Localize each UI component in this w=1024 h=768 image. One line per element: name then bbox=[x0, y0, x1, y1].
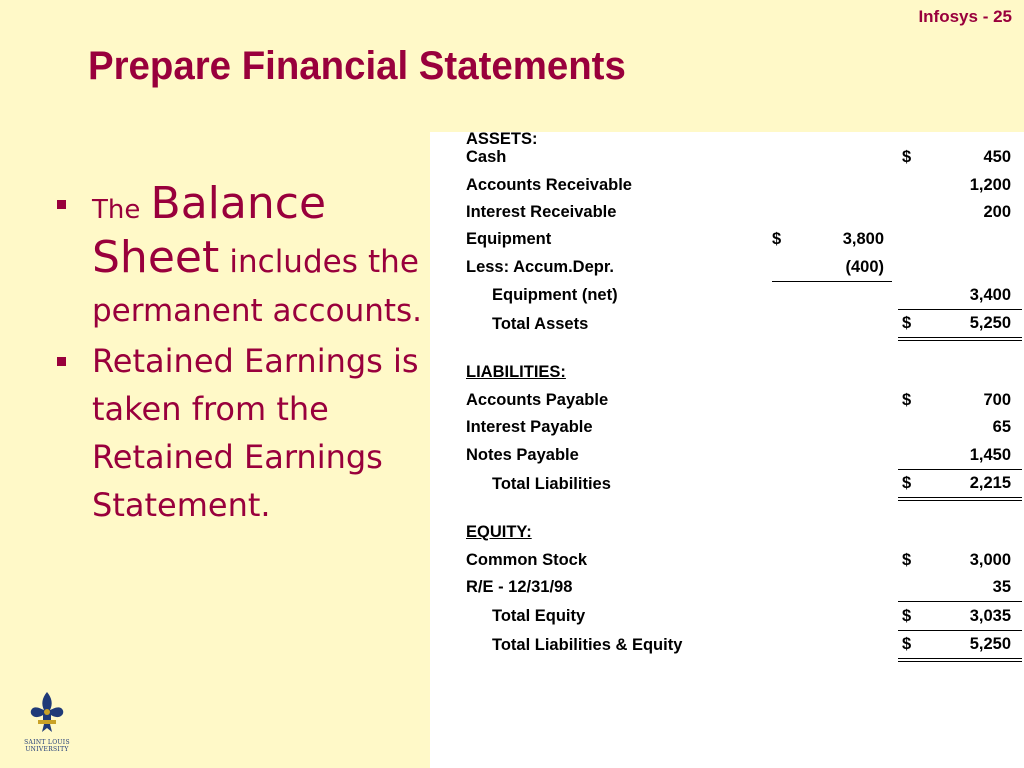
row-value: 3,800 bbox=[842, 230, 884, 249]
row-value: 35 bbox=[918, 574, 1022, 602]
row-label: Total Equity bbox=[492, 606, 586, 625]
university-logo bbox=[24, 690, 70, 753]
logo-text-line1: SAINT LOUIS bbox=[24, 739, 70, 746]
table-row bbox=[466, 519, 1022, 546]
row-label: Accounts Receivable bbox=[466, 175, 632, 194]
table-row bbox=[466, 281, 1022, 309]
table-row bbox=[466, 226, 1022, 253]
table-row bbox=[466, 574, 1022, 602]
bullet-text-permanent-accounts: the permanent accounts. bbox=[92, 244, 423, 329]
square-bullet-icon bbox=[57, 200, 66, 209]
dollar-sign: $ bbox=[902, 148, 912, 167]
row-value: 3,000 bbox=[969, 550, 1011, 569]
row-label: Common Stock bbox=[466, 550, 588, 569]
bullet-item-retained-earnings bbox=[52, 337, 427, 529]
table-row bbox=[466, 132, 1022, 144]
row-value: 3,035 bbox=[918, 602, 1022, 630]
table-row bbox=[466, 414, 1022, 441]
row-label: Total Assets bbox=[492, 314, 589, 333]
table-row bbox=[466, 144, 1022, 171]
table-row bbox=[466, 171, 1022, 198]
table-row bbox=[466, 254, 1022, 282]
bullet-text-the: The bbox=[92, 195, 141, 225]
slide-title: Prepare Financial Statements bbox=[88, 44, 626, 88]
slide-number: Infosys - 25 bbox=[918, 7, 1012, 26]
table-row bbox=[466, 309, 1022, 339]
table-row bbox=[466, 602, 1022, 630]
row-value: 700 bbox=[983, 390, 1011, 409]
row-value: 1,200 bbox=[969, 175, 1011, 194]
row-label: Equipment bbox=[466, 230, 552, 249]
row-label: Total Liabilities bbox=[492, 474, 611, 493]
row-label: Total Liabilities & Equity bbox=[492, 635, 683, 654]
bullet-list bbox=[52, 180, 427, 531]
fleur-de-lis-icon bbox=[24, 690, 70, 734]
dollar-sign: $ bbox=[898, 309, 918, 339]
balance-sheet-panel bbox=[430, 132, 1024, 768]
row-value: 5,250 bbox=[918, 309, 1022, 339]
row-value: (400) bbox=[788, 254, 892, 282]
table-row bbox=[466, 547, 1022, 574]
liabilities-heading: LIABILITIES: bbox=[466, 363, 566, 382]
balance-sheet-table bbox=[466, 132, 1022, 662]
table-row bbox=[466, 630, 1022, 660]
row-value: 1,450 bbox=[918, 441, 1022, 469]
row-label: Accounts Payable bbox=[466, 390, 609, 409]
row-label: Cash bbox=[466, 148, 507, 167]
bullet-item-balance-sheet bbox=[52, 180, 427, 335]
row-value: 2,215 bbox=[918, 469, 1022, 499]
row-label: R/E - 12/31/98 bbox=[466, 578, 573, 597]
row-value: 5,250 bbox=[918, 630, 1022, 660]
dollar-sign: $ bbox=[898, 469, 918, 499]
bullet-text-sheet: Sheet bbox=[92, 232, 220, 283]
table-row bbox=[466, 387, 1022, 414]
table-row bbox=[466, 441, 1022, 469]
dollar-sign: $ bbox=[898, 602, 918, 630]
table-row bbox=[466, 359, 1022, 386]
dollar-sign: $ bbox=[902, 550, 912, 569]
bullet-text-includes: includes bbox=[229, 244, 358, 280]
dollar-sign: $ bbox=[772, 230, 782, 249]
equity-heading: EQUITY: bbox=[466, 523, 532, 542]
dollar-sign: $ bbox=[902, 390, 912, 409]
assets-heading: ASSETS: bbox=[466, 132, 538, 144]
row-value: 3,400 bbox=[918, 281, 1022, 309]
row-label: Interest Receivable bbox=[466, 202, 617, 221]
row-label: Notes Payable bbox=[466, 445, 579, 464]
logo-text-line2: UNIVERSITY bbox=[25, 746, 69, 753]
row-label: Equipment (net) bbox=[492, 285, 618, 304]
row-label: Less: Accum.Depr. bbox=[466, 258, 614, 276]
dollar-sign: $ bbox=[898, 630, 918, 660]
row-value: 65 bbox=[992, 418, 1011, 437]
bullet-text-balance: Balance bbox=[150, 178, 327, 229]
row-label: Interest Payable bbox=[466, 418, 593, 437]
bullet-text: Retained Earnings is taken from the Retained Earnings Statement. bbox=[92, 342, 419, 524]
row-value: 450 bbox=[983, 148, 1011, 167]
table-row bbox=[466, 199, 1022, 226]
table-row bbox=[466, 469, 1022, 499]
row-value: 200 bbox=[983, 202, 1011, 221]
square-bullet-icon bbox=[57, 357, 66, 366]
